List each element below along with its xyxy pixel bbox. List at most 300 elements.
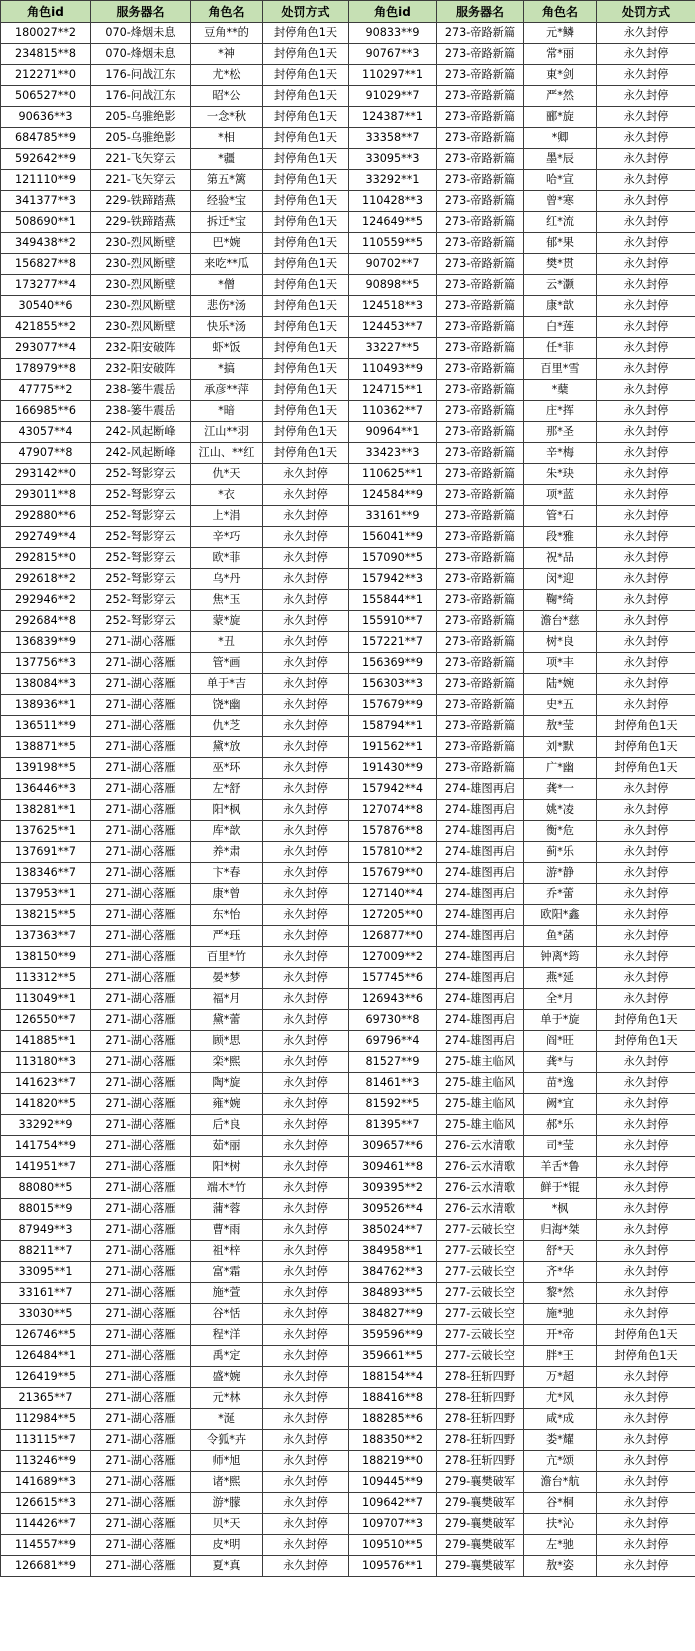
table-row [1,254,695,275]
cell-server-right: 273-帝路新篇 [437,737,524,758]
cell-server-left: 271-湖心落雁 [91,1514,191,1535]
cell-role-name-left: 严*珏 [191,926,263,947]
cell-role-name-left: 茹*丽 [191,1136,263,1157]
cell-server-right: 278-狂斩四野 [437,1367,524,1388]
cell-role-name-right: 朱*玦 [524,464,597,485]
cell-penalty-left: 永久封停 [263,1472,349,1493]
cell-server-right: 277-云破长空 [437,1283,524,1304]
cell-role-id-left: 139198**5 [1,758,91,779]
cell-role-id-left: 508690**1 [1,212,91,233]
cell-server-right: 278-狂斩四野 [437,1388,524,1409]
cell-role-name-right: 衡*危 [524,821,597,842]
cell-role-id-left: 138936**1 [1,695,91,716]
cell-penalty-right: 永久封停 [597,170,695,191]
cell-role-name-left: 陶*旋 [191,1073,263,1094]
cell-server-right: 274-雄图再启 [437,842,524,863]
cell-server-left: 271-湖心落雁 [91,1367,191,1388]
cell-server-left: 070-烽烟未息 [91,23,191,44]
cell-role-name-right: 左*驰 [524,1535,597,1556]
cell-role-id-right: 69730**8 [349,1010,437,1031]
cell-role-id-right: 124387**1 [349,107,437,128]
cell-penalty-right: 永久封停 [597,842,695,863]
header-role-id-right: 角色id [349,1,437,23]
cell-role-name-right: 云*灏 [524,275,597,296]
cell-penalty-right: 封停角色1天 [597,737,695,758]
cell-server-left: 271-湖心落雁 [91,800,191,821]
cell-role-name-right: 娄*耀 [524,1430,597,1451]
cell-penalty-right: 永久封停 [597,149,695,170]
cell-server-left: 271-湖心落雁 [91,674,191,695]
cell-server-right: 273-帝路新篇 [437,65,524,86]
cell-server-left: 271-湖心落雁 [91,1535,191,1556]
cell-role-name-right: 姚*凌 [524,800,597,821]
table-row [1,128,695,149]
table-row [1,632,695,653]
cell-penalty-right: 永久封停 [597,1556,695,1577]
cell-role-id-right: 90898**5 [349,275,437,296]
table-row [1,1493,695,1514]
cell-penalty-right: 永久封停 [597,1514,695,1535]
cell-server-left: 205-乌骓绝影 [91,128,191,149]
cell-penalty-left: 永久封停 [263,1388,349,1409]
cell-role-id-right: 109642**7 [349,1493,437,1514]
cell-server-left: 229-铁蹄踏燕 [91,212,191,233]
cell-role-name-left: 巫*环 [191,758,263,779]
cell-role-name-left: *暗 [191,401,263,422]
table-row [1,1157,695,1178]
cell-penalty-left: 永久封停 [263,611,349,632]
cell-penalty-right: 封停角色1天 [597,1346,695,1367]
cell-role-name-right: 亢*颂 [524,1451,597,1472]
cell-server-left: 271-湖心落雁 [91,989,191,1010]
table-row [1,317,695,338]
cell-role-name-right: 鞠*绮 [524,590,597,611]
table-row [1,1388,695,1409]
cell-server-left: 271-湖心落雁 [91,1199,191,1220]
cell-role-id-left: 113312**5 [1,968,91,989]
cell-role-name-left: 虾*饭 [191,338,263,359]
cell-server-left: 271-湖心落雁 [91,1451,191,1472]
cell-penalty-right: 永久封停 [597,590,695,611]
cell-role-name-right: 史*五 [524,695,597,716]
cell-role-name-right: 万*超 [524,1367,597,1388]
table-row [1,884,695,905]
cell-penalty-left: 永久封停 [263,989,349,1010]
cell-server-right: 277-云破长空 [437,1262,524,1283]
table-row [1,527,695,548]
cell-role-name-left: 来吃**瓜 [191,254,263,275]
cell-penalty-right: 永久封停 [597,947,695,968]
cell-server-right: 273-帝路新篇 [437,191,524,212]
cell-server-right: 276-云水清歌 [437,1178,524,1199]
cell-role-name-left: 快乐*汤 [191,317,263,338]
cell-server-left: 232-阳安破阵 [91,359,191,380]
cell-server-right: 274-雄图再启 [437,863,524,884]
cell-penalty-right: 永久封停 [597,1493,695,1514]
cell-penalty-right: 永久封停 [597,1178,695,1199]
cell-server-right: 273-帝路新篇 [437,170,524,191]
cell-role-name-right: 谷*桐 [524,1493,597,1514]
cell-penalty-right: 永久封停 [597,1472,695,1493]
cell-role-name-left: 黛*放 [191,737,263,758]
cell-penalty-left: 永久封停 [263,1178,349,1199]
cell-server-left: 242-风起断峰 [91,443,191,464]
cell-role-name-left: 昭*公 [191,86,263,107]
cell-penalty-right: 永久封停 [597,1304,695,1325]
cell-server-right: 277-云破长空 [437,1241,524,1262]
cell-penalty-left: 永久封停 [263,1346,349,1367]
cell-server-left: 271-湖心落雁 [91,926,191,947]
cell-role-id-right: 157942**4 [349,779,437,800]
cell-role-name-right: *卿 [524,128,597,149]
cell-penalty-left: 永久封停 [263,1409,349,1430]
cell-role-name-right: 管*石 [524,506,597,527]
header-role-name-left: 角色名 [191,1,263,23]
cell-penalty-right: 永久封停 [597,548,695,569]
cell-role-name-right: 羊舌*鲁 [524,1157,597,1178]
cell-role-name-left: *相 [191,128,263,149]
cell-penalty-right: 永久封停 [597,1157,695,1178]
cell-role-name-left: 欧*菲 [191,548,263,569]
cell-server-left: 271-湖心落雁 [91,968,191,989]
cell-penalty-right: 永久封停 [597,233,695,254]
cell-penalty-right: 永久封停 [597,884,695,905]
cell-role-name-right: 龚*与 [524,1052,597,1073]
cell-role-id-left: 141689**3 [1,1472,91,1493]
cell-penalty-left: 封停角色1天 [263,107,349,128]
cell-penalty-left: 永久封停 [263,926,349,947]
cell-role-name-left: 百里*竹 [191,947,263,968]
table-row [1,1052,695,1073]
cell-penalty-right: 永久封停 [597,611,695,632]
cell-role-id-right: 33292**1 [349,170,437,191]
cell-server-right: 274-雄图再启 [437,779,524,800]
cell-role-name-right: *枫 [524,1199,597,1220]
header-row [1,1,695,23]
cell-role-name-left: 游*朦 [191,1493,263,1514]
cell-penalty-left: 永久封停 [263,1199,349,1220]
cell-server-right: 279-襄樊破军 [437,1535,524,1556]
cell-role-name-right: 红*流 [524,212,597,233]
cell-penalty-left: 封停角色1天 [263,128,349,149]
cell-role-name-right: 苗*逸 [524,1073,597,1094]
cell-server-right: 273-帝路新篇 [437,338,524,359]
cell-server-right: 276-云水清歌 [437,1157,524,1178]
cell-penalty-right: 永久封停 [597,464,695,485]
cell-server-right: 278-狂斩四野 [437,1451,524,1472]
cell-role-id-left: 138281**1 [1,800,91,821]
cell-role-id-right: 127205**0 [349,905,437,926]
cell-role-name-left: 元*林 [191,1388,263,1409]
cell-penalty-left: 封停角色1天 [263,359,349,380]
cell-role-id-left: 21365**7 [1,1388,91,1409]
cell-role-name-right: 常*丽 [524,44,597,65]
cell-role-id-right: 33095**3 [349,149,437,170]
table-row [1,191,695,212]
cell-server-left: 271-湖心落雁 [91,1220,191,1241]
cell-role-name-right: 康*歆 [524,296,597,317]
cell-role-name-right: 曾*寒 [524,191,597,212]
cell-server-right: 275-雄主临风 [437,1052,524,1073]
cell-server-left: 271-湖心落雁 [91,1262,191,1283]
table-row [1,338,695,359]
cell-role-name-right: 墨*辰 [524,149,597,170]
table-row [1,107,695,128]
table-row [1,44,695,65]
cell-role-id-left: 126746**5 [1,1325,91,1346]
cell-server-right: 273-帝路新篇 [437,401,524,422]
cell-role-name-left: 一念*秋 [191,107,263,128]
cell-role-id-right: 157221**7 [349,632,437,653]
cell-role-name-left: 康*曾 [191,884,263,905]
cell-role-id-right: 157679**0 [349,863,437,884]
table-row [1,1115,695,1136]
cell-role-name-left: 贝*天 [191,1514,263,1535]
cell-role-name-left: 豆角**的 [191,23,263,44]
cell-server-right: 277-云破长空 [437,1325,524,1346]
cell-penalty-right: 永久封停 [597,317,695,338]
cell-penalty-right: 永久封停 [597,1262,695,1283]
cell-role-name-left: 夏*真 [191,1556,263,1577]
table-row [1,1556,695,1577]
cell-server-right: 279-襄樊破军 [437,1556,524,1577]
cell-penalty-right: 永久封停 [597,1451,695,1472]
cell-penalty-right: 永久封停 [597,65,695,86]
cell-role-id-right: 157090**5 [349,548,437,569]
cell-role-id-left: 341377**3 [1,191,91,212]
cell-role-id-left: 87949**3 [1,1220,91,1241]
cell-role-name-left: *丑 [191,632,263,653]
table-row [1,674,695,695]
cell-penalty-right: 永久封停 [597,1388,695,1409]
cell-penalty-left: 永久封停 [263,527,349,548]
cell-role-name-left: 上*涓 [191,506,263,527]
cell-role-name-left: 第五*篱 [191,170,263,191]
cell-role-id-right: 384958**1 [349,1241,437,1262]
cell-penalty-right: 永久封停 [597,968,695,989]
cell-server-left: 271-湖心落雁 [91,1472,191,1493]
cell-penalty-left: 封停角色1天 [263,401,349,422]
cell-penalty-right: 永久封停 [597,443,695,464]
cell-role-id-left: 592642**9 [1,149,91,170]
cell-role-id-left: 136446**3 [1,779,91,800]
cell-role-id-left: 138215**5 [1,905,91,926]
cell-server-left: 271-湖心落雁 [91,905,191,926]
cell-server-right: 273-帝路新篇 [437,233,524,254]
cell-role-name-right: 阙*宜 [524,1094,597,1115]
cell-role-id-left: 88015**9 [1,1199,91,1220]
cell-server-right: 273-帝路新篇 [437,86,524,107]
cell-server-left: 230-烈风断壁 [91,296,191,317]
cell-server-left: 230-烈风断壁 [91,254,191,275]
table-row [1,401,695,422]
cell-role-id-right: 110428**3 [349,191,437,212]
table-row [1,1073,695,1094]
cell-role-name-right: 白*莲 [524,317,597,338]
cell-role-name-right: 那*圣 [524,422,597,443]
table-row [1,947,695,968]
cell-role-name-right: 舒*天 [524,1241,597,1262]
cell-role-id-left: 421855**2 [1,317,91,338]
cell-penalty-right: 永久封停 [597,800,695,821]
cell-penalty-right: 永久封停 [597,1409,695,1430]
cell-role-id-right: 385024**7 [349,1220,437,1241]
cell-penalty-right: 永久封停 [597,527,695,548]
cell-role-name-right: 游*静 [524,863,597,884]
header-penalty-left: 处罚方式 [263,1,349,23]
cell-server-right: 275-雄主临风 [437,1073,524,1094]
cell-server-left: 232-阳安破阵 [91,338,191,359]
cell-role-name-left: 江山**羽 [191,422,263,443]
cell-server-left: 230-烈风断壁 [91,317,191,338]
table-row [1,968,695,989]
cell-server-left: 271-湖心落雁 [91,1325,191,1346]
cell-penalty-right: 永久封停 [597,632,695,653]
cell-role-name-left: 蒲*蓉 [191,1199,263,1220]
cell-role-id-right: 91029**7 [349,86,437,107]
cell-server-right: 274-雄图再启 [437,905,524,926]
cell-server-left: 229-铁蹄踏燕 [91,191,191,212]
cell-role-id-right: 384827**9 [349,1304,437,1325]
cell-penalty-left: 永久封停 [263,737,349,758]
table-row [1,1409,695,1430]
cell-role-id-left: 292618**2 [1,569,91,590]
cell-role-name-right: 東*剑 [524,65,597,86]
cell-server-left: 271-湖心落雁 [91,947,191,968]
cell-role-name-left: *搞 [191,359,263,380]
cell-role-id-left: 173277**4 [1,275,91,296]
cell-role-id-right: 309526**4 [349,1199,437,1220]
cell-penalty-left: 封停角色1天 [263,23,349,44]
cell-server-right: 278-狂斩四野 [437,1430,524,1451]
cell-server-right: 273-帝路新篇 [437,527,524,548]
cell-role-name-left: 祖*梓 [191,1241,263,1262]
cell-role-name-right: 蓟*乐 [524,842,597,863]
cell-role-id-left: 88211**7 [1,1241,91,1262]
cell-role-id-left: 166985**6 [1,401,91,422]
cell-role-name-left: 蒙*旋 [191,611,263,632]
cell-role-name-left: 施*萱 [191,1283,263,1304]
cell-role-id-right: 309461**8 [349,1157,437,1178]
cell-server-right: 274-雄图再启 [437,968,524,989]
cell-penalty-right: 永久封停 [597,254,695,275]
cell-role-name-left: 阳*树 [191,1157,263,1178]
cell-server-left: 252-弩影穿云 [91,590,191,611]
cell-role-id-right: 127074**8 [349,800,437,821]
cell-penalty-left: 封停角色1天 [263,254,349,275]
cell-server-left: 271-湖心落雁 [91,737,191,758]
cell-penalty-right: 封停角色1天 [597,758,695,779]
cell-penalty-left: 永久封停 [263,464,349,485]
table-row [1,65,695,86]
cell-penalty-right: 永久封停 [597,191,695,212]
cell-role-id-left: 684785**9 [1,128,91,149]
cell-penalty-left: 封停角色1天 [263,212,349,233]
cell-role-name-left: 皮*明 [191,1535,263,1556]
cell-role-id-right: 110297**1 [349,65,437,86]
cell-penalty-left: 永久封停 [263,1073,349,1094]
cell-role-id-right: 90833**9 [349,23,437,44]
cell-penalty-right: 永久封停 [597,905,695,926]
cell-server-left: 271-湖心落雁 [91,716,191,737]
table-row [1,926,695,947]
cell-server-right: 273-帝路新篇 [437,23,524,44]
cell-role-id-left: 349438**2 [1,233,91,254]
cell-role-id-right: 33358**7 [349,128,437,149]
table-row [1,800,695,821]
cell-penalty-left: 永久封停 [263,548,349,569]
cell-server-right: 274-雄图再启 [437,821,524,842]
cell-role-name-right: 乔*蕾 [524,884,597,905]
table-row [1,233,695,254]
cell-server-right: 273-帝路新篇 [437,212,524,233]
cell-role-id-right: 124518**3 [349,296,437,317]
cell-penalty-left: 永久封停 [263,1115,349,1136]
cell-role-id-right: 157810**2 [349,842,437,863]
cell-role-id-left: 137363**7 [1,926,91,947]
cell-role-id-left: 137756**3 [1,653,91,674]
table-row [1,422,695,443]
cell-role-name-right: 齐*华 [524,1262,597,1283]
header-server-left: 服务器名 [91,1,191,23]
cell-role-name-right: 归海*桀 [524,1220,597,1241]
cell-role-id-left: 126681**9 [1,1556,91,1577]
cell-penalty-right: 永久封停 [597,1367,695,1388]
cell-role-id-left: 137691**7 [1,842,91,863]
table-row [1,506,695,527]
cell-penalty-right: 永久封停 [597,779,695,800]
cell-server-right: 274-雄图再启 [437,800,524,821]
cell-penalty-right: 永久封停 [597,359,695,380]
cell-role-name-right: 施*驰 [524,1304,597,1325]
cell-penalty-right: 永久封停 [597,1241,695,1262]
cell-role-id-right: 33423**3 [349,443,437,464]
cell-role-id-right: 188416**8 [349,1388,437,1409]
table-row [1,611,695,632]
cell-penalty-left: 永久封停 [263,569,349,590]
cell-server-right: 273-帝路新篇 [437,464,524,485]
table-row [1,296,695,317]
cell-server-right: 273-帝路新篇 [437,422,524,443]
table-row [1,1010,695,1031]
cell-penalty-left: 永久封停 [263,716,349,737]
header-role-name-right: 角色名 [524,1,597,23]
cell-role-id-left: 234815**8 [1,44,91,65]
cell-penalty-left: 永久封停 [263,947,349,968]
cell-role-id-left: 292815**0 [1,548,91,569]
cell-role-name-left: 师*旭 [191,1451,263,1472]
cell-role-id-right: 156041**9 [349,527,437,548]
cell-role-name-left: 承彦**萍 [191,380,263,401]
table-row [1,1367,695,1388]
cell-role-id-right: 127140**4 [349,884,437,905]
cell-penalty-left: 永久封停 [263,884,349,905]
cell-server-left: 252-弩影穿云 [91,506,191,527]
cell-role-id-left: 141754**9 [1,1136,91,1157]
cell-penalty-right: 永久封停 [597,1094,695,1115]
cell-role-name-right: 全*月 [524,989,597,1010]
cell-penalty-right: 永久封停 [597,275,695,296]
cell-server-left: 238-篓牛震岳 [91,401,191,422]
cell-role-id-left: 112984**5 [1,1409,91,1430]
cell-role-id-left: 113049**1 [1,989,91,1010]
cell-server-left: 271-湖心落雁 [91,1388,191,1409]
cell-server-left: 271-湖心落雁 [91,1115,191,1136]
cell-server-right: 273-帝路新篇 [437,44,524,65]
table-row [1,548,695,569]
cell-role-name-right: 黎*然 [524,1283,597,1304]
cell-role-id-right: 384893**5 [349,1283,437,1304]
